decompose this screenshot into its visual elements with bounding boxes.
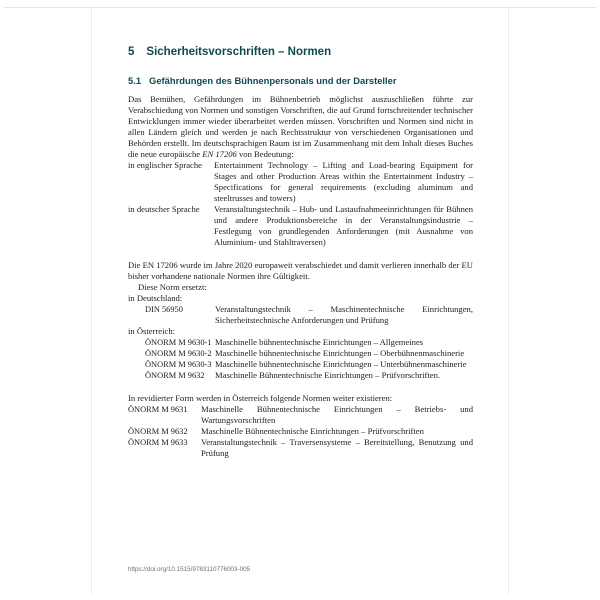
germany-label: in Deutschland:	[128, 293, 183, 303]
austria-label: in Österreich:	[128, 326, 176, 336]
norm-code: ÖNORM M 9632	[145, 371, 205, 380]
page-content	[128, 46, 473, 459]
section-number: 5.1	[128, 75, 142, 86]
norm-row	[145, 304, 473, 326]
norm-row	[145, 359, 473, 370]
replaces-line: Diese Norm ersetzt:	[138, 282, 207, 292]
norm-text: Veranstaltungstechnik – Maschinentechnische Einrichtungen, Sicherheitstechnische Anforderungen und Prüfung	[215, 304, 473, 325]
norm-row	[128, 426, 473, 437]
definition-label: in deutscher Sprache	[128, 204, 200, 214]
norm-text: Maschinelle bühnentechnische Einrichtungen – Oberbühnenmaschinerie	[215, 348, 465, 358]
norm-code: ÖNORM M 9631	[128, 405, 188, 414]
norm-text: Maschinelle Bühnentechnische Einrichtungen – Prüfvorschriften	[201, 426, 424, 436]
norm-code: ÖNORM M 9632	[128, 427, 188, 436]
page-edge-right	[508, 8, 509, 594]
intro-paragraph	[128, 94, 473, 160]
norm-text: Maschinelle bühnentechnische Einrichtungen – Unterbühnenmaschinerie	[215, 359, 467, 369]
section-heading	[128, 75, 473, 86]
chapter-number: 5	[128, 46, 135, 58]
adoption-paragraph: Die EN 17206 wurde im Jahre 2020 europaweit verabschiedet und damit verlieren innerhalb der EU bisher vorhandene nationale Normen ihre Gültigkeit.	[128, 260, 473, 281]
norm-code: ÖNORM M 9630-3	[145, 360, 212, 369]
norm-name-emphasis: EN 17206	[202, 149, 237, 159]
definition-row-english	[128, 160, 473, 204]
chapter-title: Sicherheitsvorschriften – Normen	[146, 46, 332, 58]
norm-text: Veranstaltungstechnik – Traversensysteme – Bereitstellung, Benutzung und Prüfung	[201, 437, 473, 458]
norm-row	[145, 337, 473, 348]
norm-row	[145, 348, 473, 359]
definition-label: in englischer Sprache	[128, 160, 202, 170]
doi-link[interactable]: https://doi.org/10.1515/9783110776003-005	[128, 566, 251, 573]
language-definition-list	[128, 160, 473, 248]
norm-code: ÖNORM M 9633	[128, 438, 188, 447]
definition-row-german	[128, 204, 473, 248]
definition-text: Veranstaltungstechnik – Hub- und Lastaufnahmeeinrichtungen für Bühnen und andere Produktionsbereiche in der Veranstaltungsindustrie – Festlegung von grundlegenden Anforderungen (mit Ausnahme von Aluminium- und Stahltraversen)	[214, 204, 473, 247]
norm-row	[145, 370, 473, 381]
norm-code: ÖNORM M 9630-1	[145, 338, 212, 347]
norm-text: Maschinelle Bühnentechnische Einrichtungen – Prüfvorschriften.	[215, 370, 441, 380]
norm-text: Maschinelle bühnentechnische Einrichtungen – Allgemeines	[215, 337, 424, 347]
norm-code: DIN 56950	[145, 305, 183, 314]
intro-text-part2: von Bedeutung:	[236, 149, 294, 159]
intro-text-part1: Das Bemühen, Gefährdungen im Bühnenbetrieb möglichst auszuschließen führte zur Verabschiedung von Normen und sonstigen Vorschriften, die auf Grund fortschreitender technischer Entwicklungen immer wieder überarbeitet werden müssen. Vorschriften und Normen sind nicht in allen Ländern gleich und werden je nach Rechtsstruktur von verschiedenen Organisationen und Behörden erstellt. Im deutschsprachigen Raum ist im Zusammenhang mit dem Inhalt dieses Buches die neue europäische	[128, 94, 473, 159]
norm-code: ÖNORM M 9630-2	[145, 349, 212, 358]
revised-norms-intro: In revidierter Form werden in Österreich folgende Normen weiter existieren:	[128, 393, 393, 403]
page-edge-left	[91, 8, 92, 594]
chapter-heading	[128, 46, 473, 59]
norm-text: Maschinelle Bühnentechnische Einrichtungen – Betriebs- und Wartungsvorschriften	[201, 404, 473, 425]
definition-text: Entertainment Technology – Lifting and Load-bearing Equipment for Stages and other Production Areas within the Entertainment Industry – Specifications for general requirements (excluding aluminum and steeltrusses and towers)	[214, 160, 473, 203]
section-title: Gefährdungen des Bühnenpersonals und der Darsteller	[149, 75, 397, 86]
norm-row	[128, 404, 473, 426]
norm-row	[128, 437, 473, 459]
